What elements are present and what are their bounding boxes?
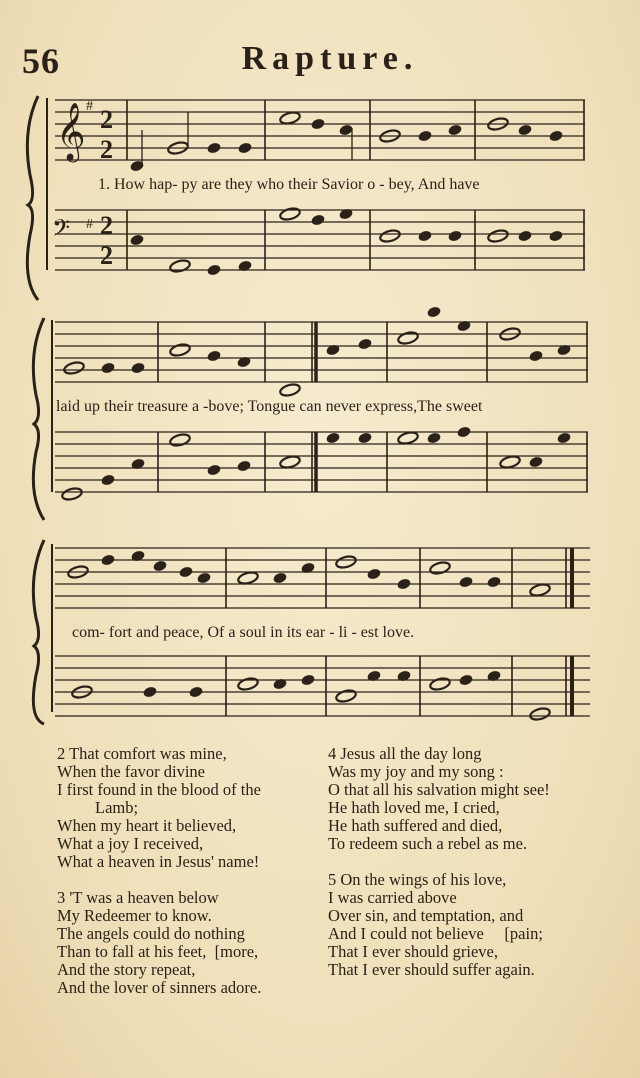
treble-notes	[129, 111, 563, 173]
bass-clef-icon: 𝄢	[52, 216, 71, 247]
verse-2-line: 2 That comfort was mine,	[57, 744, 227, 763]
verse-4-line: O that all his salvation might see!	[328, 780, 550, 799]
verse-3-line: And the story repeat,	[57, 960, 196, 979]
verse-2-line: Lamb;	[95, 798, 139, 817]
system-1	[27, 96, 585, 300]
lyric-line-2: laid up their treasure a -bove; Tongue can never express,The sweet	[56, 398, 483, 415]
lyric-line-3: com- fort and peace, Of a soul in its ear - li - est love.	[72, 624, 415, 641]
verse-2-line: When the favor divine	[57, 762, 205, 781]
svg-text:#: #	[86, 217, 93, 232]
verse-4-line: He hath suffered and died,	[328, 816, 503, 835]
svg-text:2: 2	[100, 211, 113, 240]
bass-notes	[129, 207, 563, 277]
verse-5-line: Over sin, and temptation, and	[328, 906, 524, 925]
treble-clef-icon: 𝄞	[56, 103, 86, 159]
verse-5-line: And I could not believe [pain;	[328, 924, 543, 943]
verse-5-line: That I ever should grieve,	[328, 942, 498, 961]
page-number: 56	[22, 41, 60, 81]
lyric-line-1: 1. How hap- py are they who their Savior o - bey, And have	[98, 176, 480, 193]
svg-text:2: 2	[100, 135, 113, 164]
verse-2-line: When my heart it believed,	[57, 816, 237, 835]
svg-text:2: 2	[100, 241, 113, 270]
verse-4-line: He hath loved me, I cried,	[328, 798, 500, 817]
verse-5-line: That I ever should suffer again.	[328, 960, 535, 979]
hymn-title: Rapture.	[241, 40, 419, 77]
verses-left-column	[57, 745, 261, 997]
system-2	[33, 305, 588, 520]
verse-5-line: 5 On the wings of his love,	[328, 870, 507, 889]
verses-right-column	[328, 745, 550, 979]
verse-2-line: What a joy I received,	[57, 834, 204, 853]
barlines	[127, 100, 584, 160]
svg-text:#: #	[86, 99, 93, 114]
treble-staff	[55, 100, 585, 160]
verse-3-line: The angels could do nothing	[57, 924, 245, 943]
verse-2-line: What a heaven in Jesus' name!	[57, 852, 260, 871]
verse-2-line: I first found in the blood of the	[57, 780, 261, 799]
verse-3-line: Than to fall at his feet, [more,	[57, 942, 259, 961]
verse-3-line: My Redeemer to know.	[57, 906, 212, 925]
verse-4-line: Was my joy and my song :	[328, 762, 504, 781]
verse-5-line: I was carried above	[328, 888, 457, 907]
time-signature: 2	[100, 105, 113, 134]
system-3	[33, 540, 590, 724]
verse-3-line: 3 'T was a heaven below	[57, 888, 219, 907]
verse-4-line: To redeem such a rebel as me.	[328, 834, 528, 853]
system-brace	[27, 96, 38, 300]
verse-3-line: And the lover of sinners adore.	[57, 978, 262, 997]
verse-4-line: 4 Jesus all the day long	[328, 744, 482, 763]
